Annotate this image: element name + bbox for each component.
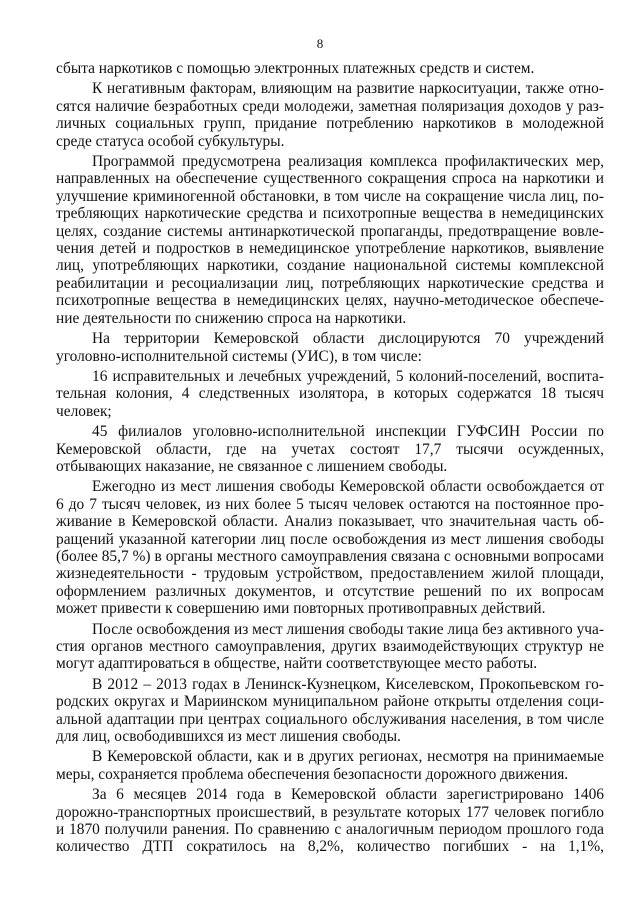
paragraph-5: 16 исправительных и лечебных учреждений, 5 колоний-поселений, воспитательная колония, 4 следственных изолятора, в которых содержатся 18 тысяч человек; [56,367,604,420]
paragraph-3: Программой предусмотрена реализация комплекса профилактических мер, направленных на обеспечение существенного сокращения спроса на наркотики и улучшение криминогенной обстановки, в том числе на сокращение числа лиц, потребляющих наркотические средства и психотропные вещества в немедицинских целях, создание системы антинаркотической пропаганды, предотвращение вовлечения детей и подростков в немедицинское употребление наркотиков, выявление лиц, употребляющих наркотики, создание национальной системы комплексной реабилитации и ресоциализации лиц, потребляющих наркотические средства и психотропные вещества в немедицинских целях, научно-методическое обеспечение деятельности по снижению спроса на наркотики. [56,153,604,327]
paragraph-10: В Кемеровской области, как и в других регионах, несмотря на принимаемые меры, сохраняется проблема обеспечения безопасности дорожного движения. [56,748,604,783]
paragraph-2: К негативным факторам, влияющим на развитие наркоситуации, также относятся наличие безработных среди молодежи, заметная поляризация доходов у различных социальных групп, придание потреблению наркотиков в молодежной среде статуса особой субкультуры. [56,80,604,150]
paragraph-8: После освобождения из мест лишения свободы такие лица без активного участия органов местного самоуправления, других взаимодействующих структур не могут адаптироваться в обществе, найти соответствующее место работы. [56,620,604,673]
paragraph-6: 45 филиалов уголовно-исполнительной инспекции ГУФСИН России по Кемеровской области, где на учетах состоят 17,7 тысячи осужденных, отбывающих наказание, не связанное с лишением свободы. [56,423,604,475]
paragraph-7: Ежегодно из мест лишения свободы Кемеровской области освобождается от 6 до 7 тысяч человек, из них более 5 тысяч человек остаются на постоянное проживание в Кемеровской области. Анализ показывает, что значительная часть обращений указанной категории лиц после освобождения из мест лишения свободы (более 85,7 %) в органы местного самоуправления связана с основными вопросами жизнедеятельности - трудовым устройством, предоставлением жилой площади, оформлением различных документов, и отсутствие решений по их вопросам может привести к совершению ими повторных противоправных действий. [56,478,604,618]
page-number: 8 [316,36,324,51]
paragraph-9: В 2012 – 2013 годах в Ленинск-Кузнецком, Киселевском, Прокопьевском городских округах и Мариинском муниципальном районе открыты отделения социальной адаптации при центрах социального обслуживания населения, в том числе для лиц, освободившихся из мест лишения свободы. [56,675,604,746]
document-body [56,60,604,859]
paragraph-11: За 6 месяцев 2014 года в Кемеровской области зарегистрировано 1406 дорожно-транспортных происшествий, в результате которых 177 человек погибло и 1870 получили ранения. По сравнению с аналогичным периодом прошлого года количество ДТП сократилось на 8,2%, количество погибших - на 1,1%, [56,786,604,856]
paragraph-1: сбыта наркотиков с помощью электронных платежных средств и систем. [56,60,535,77]
paragraph-4: На территории Кемеровской области дислоцируются 70 учреждений уголовно-исполнительной системы (УИС), в том числе: [56,330,604,365]
